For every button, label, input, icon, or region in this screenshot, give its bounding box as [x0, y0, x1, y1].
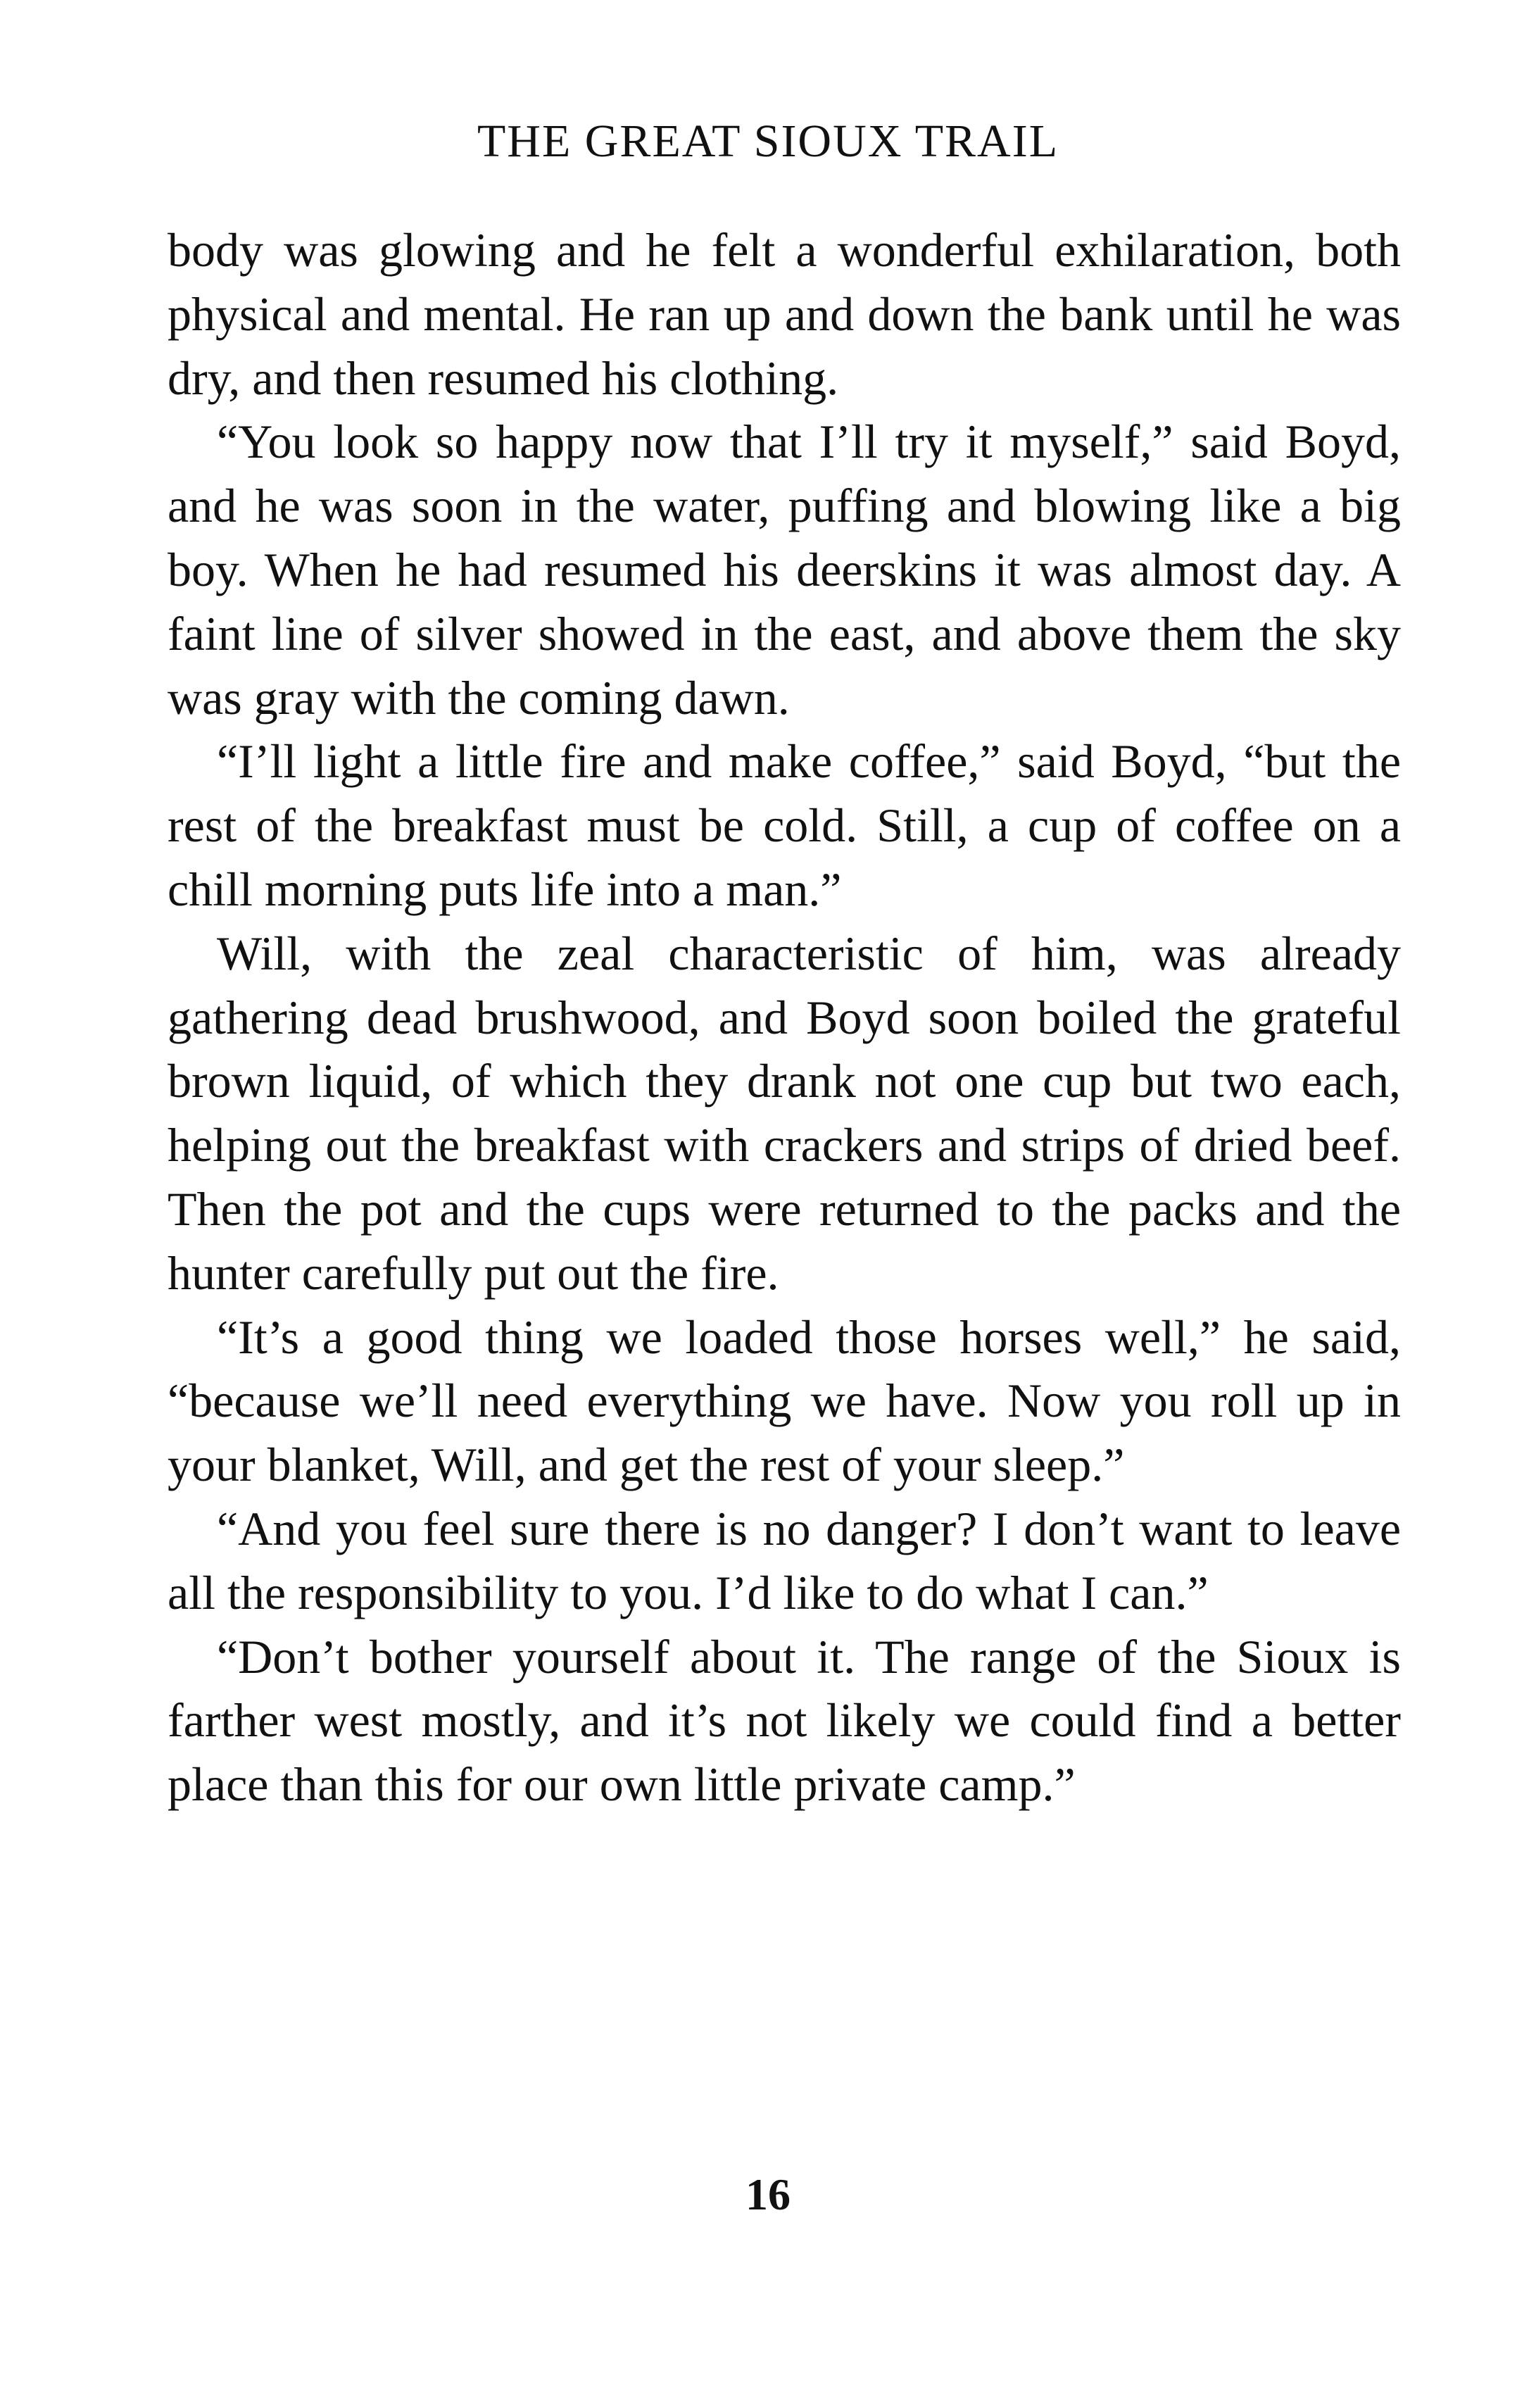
paragraph: “Don’t bother yourself about it. The range of the Sioux is farther west mostly, and it’s not likely we could find a better place than this for our own little private camp.”	[168, 1629, 1401, 1812]
paragraph: “I’ll light a little fire and make coffee,” said Boyd, “but the rest of the breakfast must be cold. Still, a cup of coffee on a chill morning puts life into a man.”	[168, 734, 1401, 916]
paragraph: Will, with the zeal characteristic of him, was already gathering dead brushwood, and Boyd soon boiled the grateful brown liquid, of which they drank not one cup but two each, helping out the breakfast with crackers and strips of dried beef. Then the pot and the cups were returned to the packs and the hunter carefully put out the fire.	[168, 926, 1401, 1300]
paragraph: “It’s a good thing we loaded those horses well,” he said, “because we’ll need everything we have. Now you roll up in your blanket, Will, and get the rest of your sleep.”	[168, 1310, 1401, 1492]
paragraph: “You look so happy now that I’ll try it myself,” said Boyd, and he was soon in the water, puffing and blowing like a big boy. When he had resumed his deerskins it was almost day. A faint line of silver showed in the east, and above them the sky was gray with the coming dawn.	[168, 415, 1401, 725]
page-number: 16	[745, 2169, 791, 2219]
running-head: THE GREAT SIOUX TRAIL	[477, 115, 1059, 167]
paragraph: body was glowing and he felt a wonderful exhilaration, both physical and mental. He ran up and down the bank until he was dry, and then resumed his clothing.	[168, 223, 1401, 405]
body-text	[168, 218, 1401, 1817]
paragraph: “And you feel sure there is no danger? I don’t want to leave all the responsibility to you. I’d like to do what I can.”	[168, 1501, 1401, 1619]
